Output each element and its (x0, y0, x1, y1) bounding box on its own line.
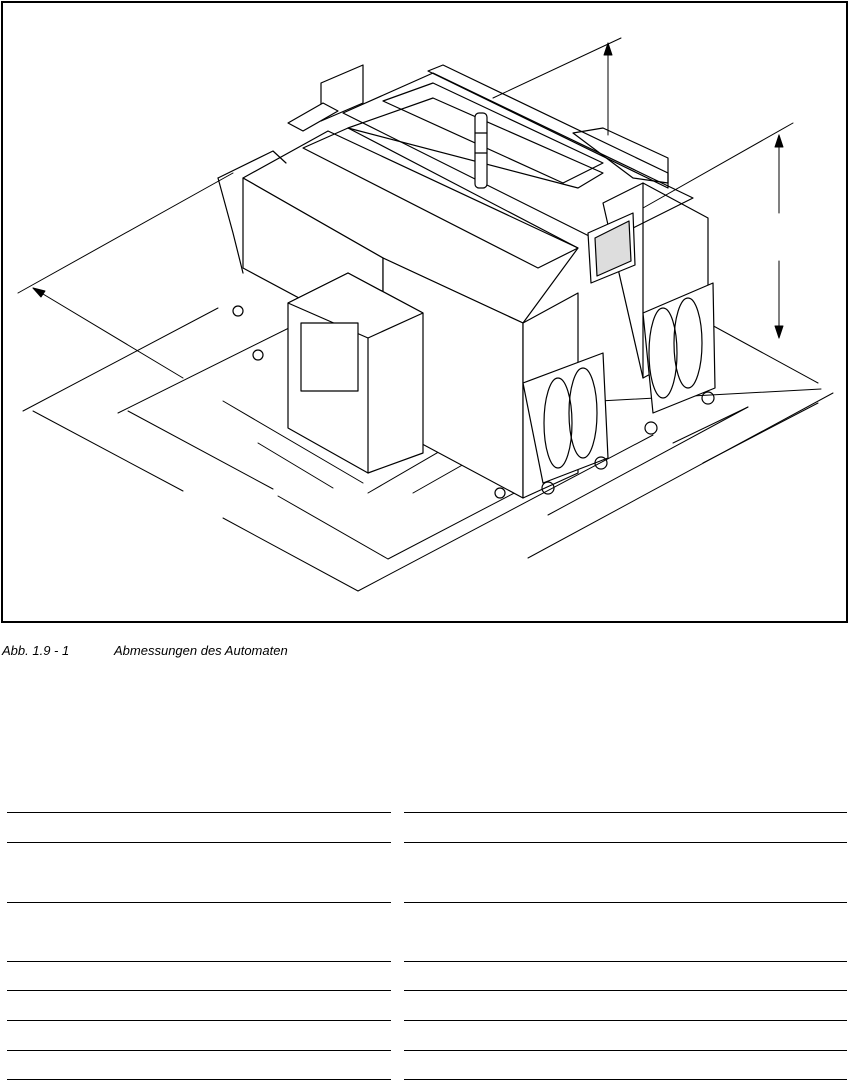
figure-title: Abmessungen des Automaten (114, 643, 288, 658)
table-rule (404, 1050, 847, 1051)
machine-dimension-drawing (3, 3, 846, 621)
table-rule (404, 812, 847, 813)
table-rule (7, 842, 391, 843)
table-rule (404, 902, 847, 903)
table-rule (404, 1020, 847, 1021)
table-rule (7, 1020, 391, 1021)
table-rule (404, 961, 847, 962)
machine-body (218, 65, 715, 498)
table-rule (7, 961, 391, 962)
table-rule (7, 1050, 391, 1051)
table-rule (404, 990, 847, 991)
figure-frame (1, 1, 848, 623)
figure-caption (2, 643, 288, 658)
figure-number: Abb. 1.9 - 1 (2, 643, 70, 658)
table-rule (404, 842, 847, 843)
feeder-trolley-right (643, 283, 715, 434)
table-rule (7, 902, 391, 903)
table-rule (7, 812, 391, 813)
table-rule (7, 990, 391, 991)
table-rule (7, 1079, 391, 1080)
table-rule (404, 1079, 847, 1080)
